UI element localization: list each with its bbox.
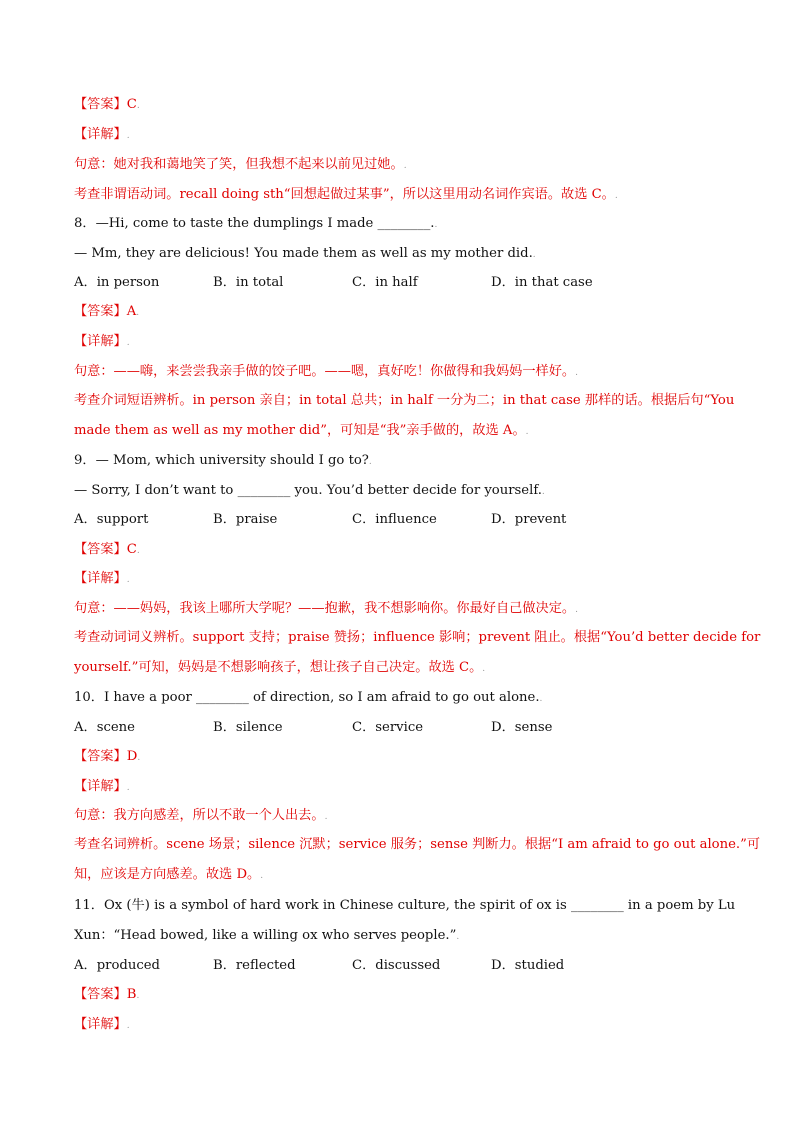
detail-label: 【详解】.	[74, 779, 130, 794]
option-c: C．discussed	[352, 958, 441, 973]
answer-label: 【答案】B.	[74, 987, 140, 1002]
option-d: D．in that case	[491, 275, 593, 290]
option-a: A．scene	[74, 720, 135, 735]
explanation-line: 知，应该是方向感差。故选 D。.	[74, 867, 264, 882]
option-a: A．produced	[74, 958, 160, 973]
answer-label: 【答案】A.	[74, 304, 140, 319]
option-b: B．in total	[213, 275, 284, 290]
question-11-line2: Xun：“Head bowed, like a willing ox who serves people.”.	[74, 928, 460, 943]
question-9-reply: — Sorry, I don’t want to ________ you. You’d better decide for yourself..	[74, 483, 545, 498]
option-c: C．influence	[352, 512, 437, 527]
option-b: B．silence	[213, 720, 283, 735]
option-b: B．praise	[213, 512, 278, 527]
explanation-line: 考查介词短语辨析。in person 亲自；in total 总共；in half 一分为二；in that case 那样的话。根据后句“You	[74, 393, 735, 408]
explanation-line: 考查非谓语动词。recall doing sth“回想起做过某事”，所以这里用动名词作宾语。故选 C。.	[74, 187, 618, 202]
option-d: D．sense	[491, 720, 553, 735]
answer-label: 【答案】C.	[74, 542, 140, 557]
detail-label: 【详解】.	[74, 127, 130, 142]
question-8: 8．—Hi, come to taste the dumplings I made ________..	[74, 216, 438, 231]
explanation-line: made them as well as my mother did”，可知是“我”亲手做的，故选 A。.	[74, 423, 529, 438]
explanation-line: 句意：我方向感差，所以不敢一个人出去。.	[74, 808, 328, 823]
options-row	[74, 719, 726, 737]
explanation-line: 句意：她对我和蔼地笑了笑，但我想不起来以前见过她。.	[74, 157, 407, 172]
detail-label: 【详解】.	[74, 1017, 130, 1032]
options-row	[74, 274, 726, 292]
options-row	[74, 511, 726, 529]
detail-label: 【详解】.	[74, 334, 130, 349]
question-9: 9．— Mom, which university should I go to?.	[74, 453, 372, 468]
question-10: 10．I have a poor ________ of direction, so I am afraid to go out alone..	[74, 690, 543, 705]
option-d: D．prevent	[491, 512, 567, 527]
explanation-line: 考查动词词义辨析。support 支持；praise 赞扬；influence 影响；prevent 阻止。根据“You’d better decide for	[74, 630, 761, 645]
option-c: C．in half	[352, 275, 418, 290]
answer-label: 【答案】D.	[74, 749, 141, 764]
answer-label: 【答案】C.	[74, 97, 140, 112]
option-d: D．studied	[491, 958, 565, 973]
option-b: B．reflected	[213, 958, 296, 973]
option-c: C．service	[352, 720, 424, 735]
explanation-line: 句意：——嗨，来尝尝我亲手做的饺子吧。——嗯，真好吃！你做得和我妈妈一样好。.	[74, 364, 578, 379]
explanation-line: 考查名词辨析。scene 场景；silence 沉默；service 服务；sense 判断力。根据“I am afraid to go out alone.”可	[74, 837, 761, 852]
options-row	[74, 957, 726, 975]
question-8-reply: — Mm, they are delicious! You made them as well as my mother did..	[74, 246, 536, 261]
option-a: A．in person	[74, 275, 160, 290]
detail-label: 【详解】.	[74, 571, 130, 586]
explanation-line: yourself.”可知，妈妈是不想影响孩子，想让孩子自己决定。故选 C。.	[74, 660, 486, 675]
option-a: A．support	[74, 512, 149, 527]
explanation-line: 句意：——妈妈，我该上哪所大学呢？——抱歉，我不想影响你。你最好自己做决定。.	[74, 601, 578, 616]
question-11: 11．Ox (牛) is a symbol of hard work in Chinese culture, the spirit of ox is ________ in a poem by Lu	[74, 898, 736, 913]
